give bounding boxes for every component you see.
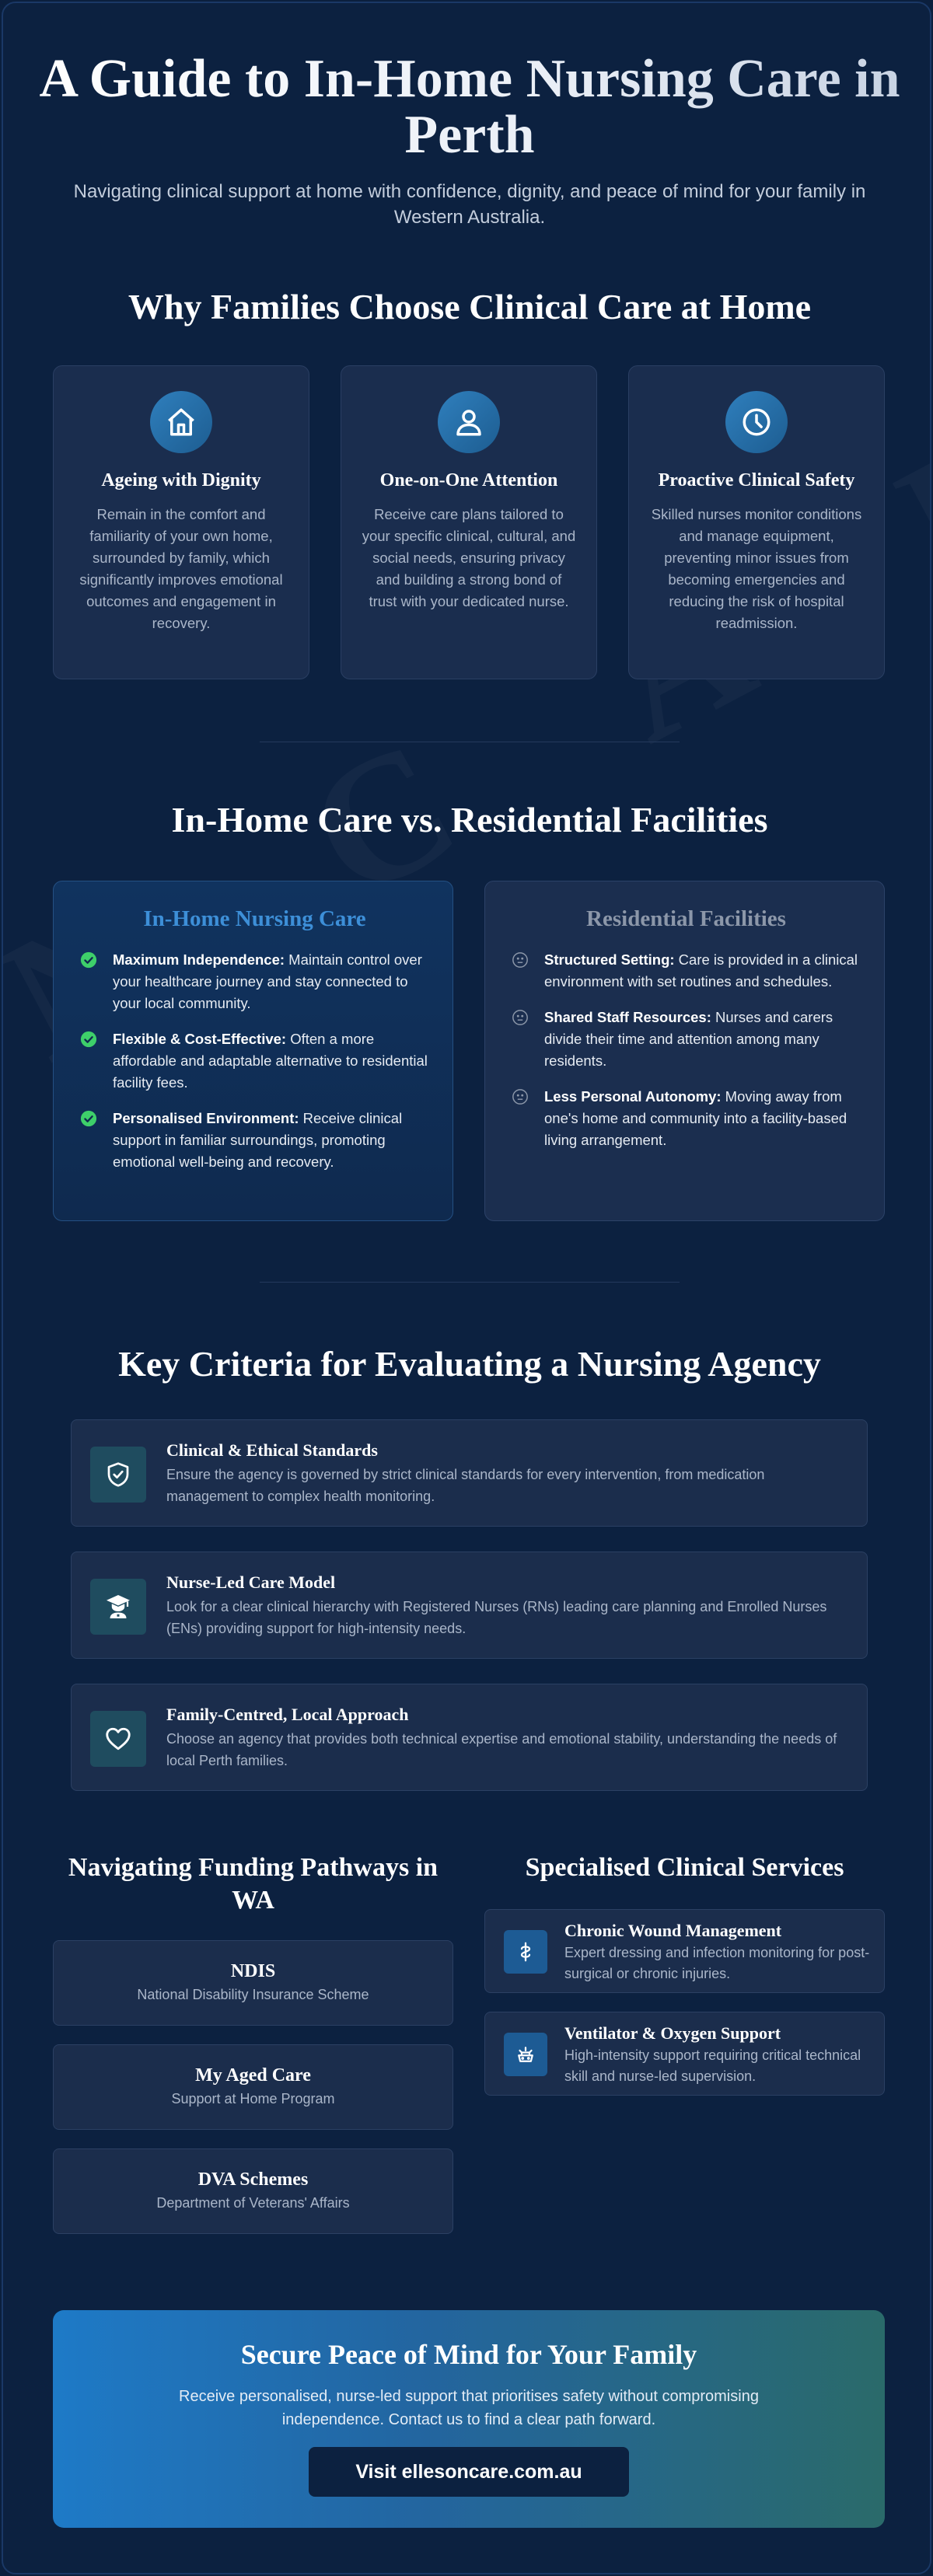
criteria-text: Ensure the agency is governed by strict clinical standards for every intervention, from medication management to complex health monitoring. xyxy=(166,1467,765,1504)
cta-text: Receive personalised, nurse-led support that prioritises safety without compromising independence. Contact us to find a clear path forward. xyxy=(179,2388,759,2428)
item-label: Structured Setting: xyxy=(544,951,675,968)
funding-desc: National Disability Insurance Scheme xyxy=(137,1987,369,2002)
funding-name: NDIS xyxy=(230,1961,276,1981)
shield-check-icon xyxy=(90,1447,146,1503)
item-text: Often a more affordable and adaptable alternative to residential facility fees. xyxy=(113,1031,428,1091)
item-label: Shared Staff Resources: xyxy=(544,1009,711,1025)
funding-desc: Support at Home Program xyxy=(171,2091,335,2107)
visit-website-button[interactable]: Visit ellesoncare.com.au xyxy=(309,2447,629,2497)
item-text: Maintain control over your healthcare journey and stay connected to your local community. xyxy=(113,951,422,1011)
funding-card-dva xyxy=(53,2148,453,2234)
criteria-card-standards xyxy=(71,1419,868,1527)
page-frame xyxy=(2,2,931,2574)
list-item xyxy=(512,949,861,993)
check-circle-icon xyxy=(80,1110,97,1127)
benefit-text: Remain in the comfort and familiarity of your own home, surrounded by family, which significantly improves emotional outcomes and engagement in recovery. xyxy=(79,506,283,631)
benefit-card-safety xyxy=(628,365,885,679)
in-home-care-card xyxy=(53,881,453,1221)
list-item xyxy=(80,1108,429,1173)
criteria-section-title: Key Criteria for Evaluating a Nursing Agency xyxy=(118,1344,821,1384)
list-item xyxy=(512,1086,861,1151)
service-title: Chronic Wound Management xyxy=(564,1921,782,1940)
item-label: Maximum Independence: xyxy=(113,951,285,968)
why-section-title: Why Families Choose Clinical Care at Home xyxy=(128,287,812,326)
benefit-title: One-on-One Attention xyxy=(379,470,558,490)
cta-title: Secure Peace of Mind for Your Family xyxy=(240,2339,697,2370)
item-text: Care is provided in a clinical environment with set routines and schedules. xyxy=(544,951,858,990)
service-text: Expert dressing and infection monitoring for post-surgical or chronic injuries. xyxy=(564,1945,870,1981)
residential-facilities-card xyxy=(484,881,885,1221)
residential-title: Residential Facilities xyxy=(586,906,786,931)
neutral-face-icon xyxy=(512,951,529,969)
item-label: Flexible & Cost-Effective: xyxy=(113,1031,287,1047)
services-section-title: Specialised Clinical Services xyxy=(525,1853,844,1882)
benefit-title: Ageing with Dignity xyxy=(101,470,261,490)
bandage-icon xyxy=(504,1930,547,1974)
page-subtitle: Navigating clinical support at home with confidence, dignity, and peace of mind for your family in Western Australia. xyxy=(73,181,866,228)
list-item xyxy=(512,1007,861,1072)
neutral-face-icon xyxy=(512,1088,529,1105)
ventilator-icon xyxy=(504,2033,547,2076)
benefit-card-dignity xyxy=(53,365,309,679)
service-title: Ventilator & Oxygen Support xyxy=(564,2023,781,2043)
clock-icon xyxy=(725,391,788,453)
section-divider xyxy=(260,1282,680,1283)
benefit-text: Skilled nurses monitor conditions and manage equipment, preventing minor issues from becoming emergencies and reducing the risk of hospital readmission. xyxy=(651,506,862,631)
list-item xyxy=(80,1028,429,1094)
heart-icon xyxy=(90,1711,146,1767)
funding-card-ndis xyxy=(53,1940,453,2026)
item-text: Receive clinical support in familiar surroundings, promoting emotional well-being and recovery. xyxy=(113,1110,403,1170)
page-title: A Guide to In-Home Nursing Care in Perth xyxy=(34,51,905,163)
service-card-ventilator xyxy=(484,2012,885,2096)
criteria-card-nurse-led xyxy=(71,1552,868,1659)
neutral-face-icon xyxy=(512,1009,529,1026)
check-circle-icon xyxy=(80,1031,97,1048)
service-card-wound xyxy=(484,1909,885,1993)
service-text: High-intensity support requiring critical technical skill and nurse-led supervision. xyxy=(564,2047,861,2084)
house-icon xyxy=(150,391,212,453)
item-label: Personalised Environment: xyxy=(113,1110,299,1126)
person-icon xyxy=(438,391,500,453)
cta-banner xyxy=(53,2310,885,2528)
benefit-title: Proactive Clinical Safety xyxy=(658,470,855,490)
funding-card-my-aged-care xyxy=(53,2044,453,2130)
comparison-section-title: In-Home Care vs. Residential Facilities xyxy=(171,800,768,839)
item-label: Less Personal Autonomy: xyxy=(544,1088,722,1105)
funding-name: DVA Schemes xyxy=(197,2169,309,2190)
check-circle-icon xyxy=(80,951,97,969)
benefit-card-attention xyxy=(341,365,597,679)
funding-name: My Aged Care xyxy=(195,2065,311,2086)
funding-section-title: Navigating Funding Pathways in WA xyxy=(68,1853,439,1915)
criteria-text: Look for a clear clinical hierarchy with Registered Nurses (RNs) leading care planning and Enrolled Nurses (ENs) providing support for high-intensity needs. xyxy=(166,1599,827,1636)
item-text: Nurses and carers divide their time and attention among many residents. xyxy=(544,1009,833,1069)
criteria-title: Family-Centred, Local Approach xyxy=(166,1705,409,1724)
nurse-icon xyxy=(90,1579,146,1635)
criteria-title: Nurse-Led Care Model xyxy=(166,1572,336,1592)
in-home-care-title: In-Home Nursing Care xyxy=(143,906,366,931)
funding-desc: Department of Veterans' Affairs xyxy=(156,2195,350,2211)
criteria-text: Choose an agency that provides both technical expertise and emotional stability, understanding the needs of local Perth families. xyxy=(166,1731,837,1768)
criteria-title: Clinical & Ethical Standards xyxy=(166,1440,378,1460)
benefit-text: Receive care plans tailored to your specific clinical, cultural, and social needs, ensuring privacy and building a strong bond of trust with your dedicated nurse. xyxy=(362,506,576,609)
item-text: Moving away from one's home and community into a facility-based living arrangement. xyxy=(544,1088,847,1148)
criteria-card-family xyxy=(71,1684,868,1791)
list-item xyxy=(80,949,429,1014)
